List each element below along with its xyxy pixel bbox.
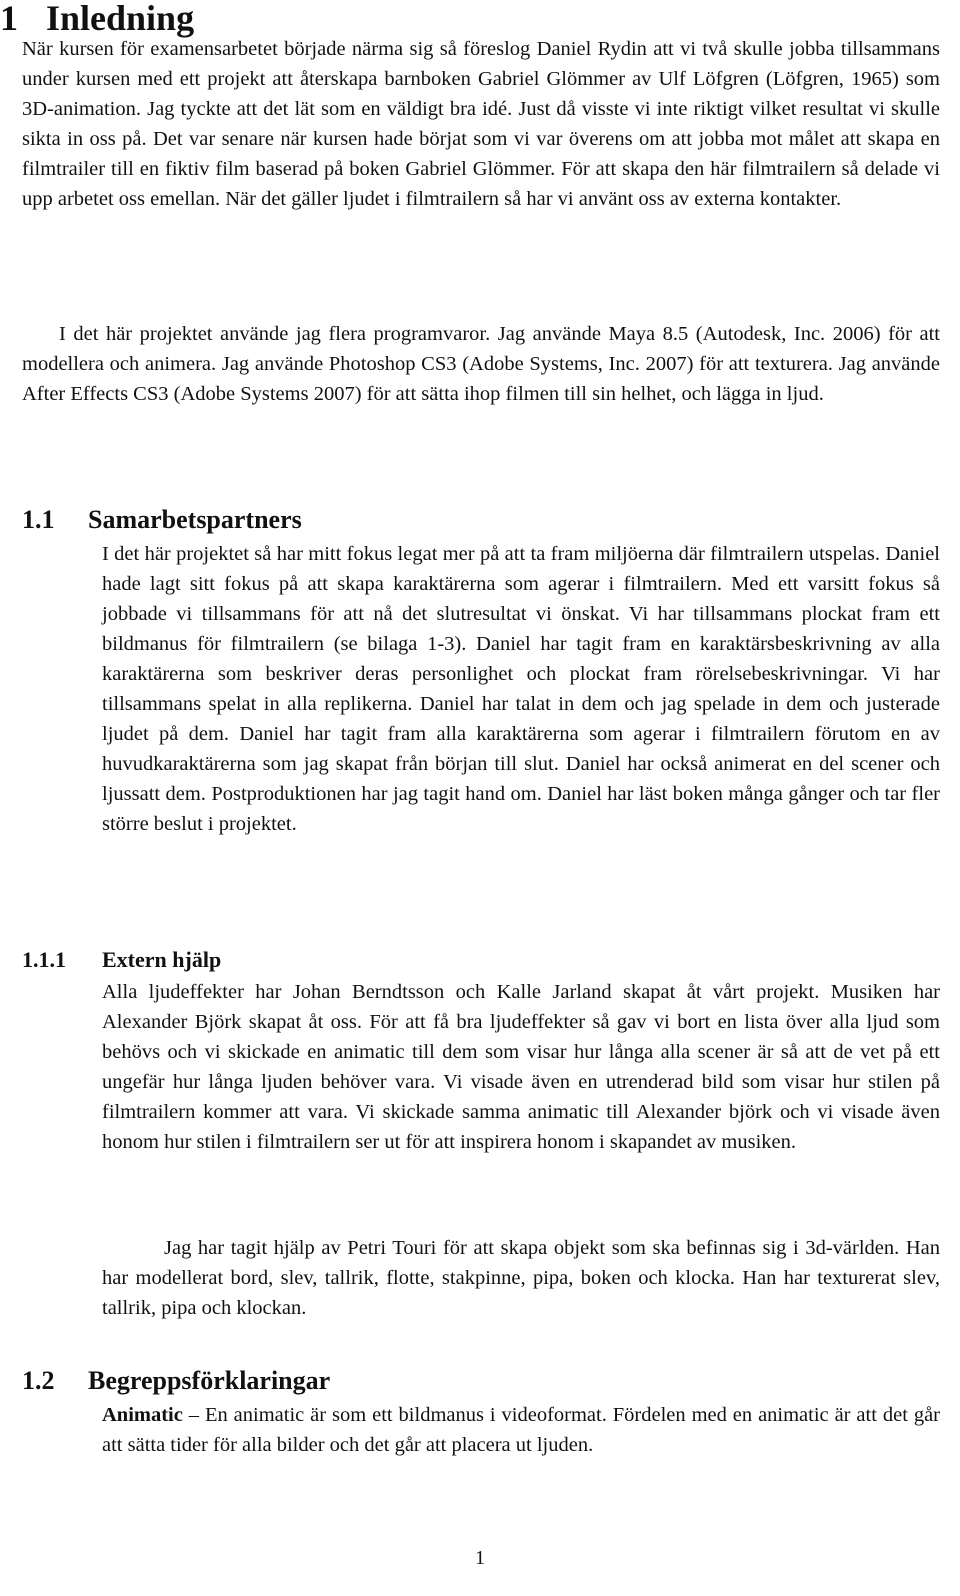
definition-text: – En animatic är som ett bildmanus i videoformat. Fördelen med en animatic är att det går att sätta tider för alla bilder och det går att placera ut ljuden. xyxy=(102,1404,940,1456)
page-number: 1 xyxy=(475,1547,485,1569)
extern-hjalp-paragraph-1: Alla ljudeffekter har Johan Berndtsson och Kalle Jarland skapat åt vårt projekt. Musiken har Alexander Björk skapat åt oss. För att få bra ljudeffekter så gav vi bort en lista över alla ljud som behövs och vi skickade en animatic till dem som visar hur långa alla scener är så att de vet på ett ungefär hur långa ljuden behöver vara. Vi visade även en utrenderad bild som visar hur stilen på filmtrailern kommer att vara. Vi skickade samma animatic till Alexander björk och vi visade även honom hur stilen i filmtrailern ser ut för att inspirera honom i skapandet av musiken. xyxy=(102,981,940,1153)
animatic-definition xyxy=(102,1400,940,1460)
subsection-heading-samarbetspartners xyxy=(22,505,302,535)
subsection-title: Begreppsförklaringar xyxy=(88,1366,331,1395)
subsubsection-title: Extern hjälp xyxy=(102,947,222,972)
section-number: 1 xyxy=(0,0,18,38)
subsubsection-number: 1.1.1 xyxy=(22,947,66,972)
section-title: Inledning xyxy=(46,0,195,38)
subsection-number: 1.1 xyxy=(22,505,55,534)
samarbetspartners-paragraph: I det här projektet så har mitt fokus legat mer på att ta fram miljöerna där filmtrailern utspelas. Daniel hade lagt sitt fokus på att skapa karaktärerna som agerar i filmtrailern. Med ett varsitt fokus så jobbade vi tillsammans för att nå det slutresultat vi önskat. Vi har tillsammans plockat fram ett bildmanus för filmtrailern (se bilaga 1-3). Daniel har tagit fram en karaktärsbeskrivning av alla karaktärerna som beskriver deras personlighet och plockat fram rörelsebeskrivningar. Vi har tillsammans spelat in alla replikerna. Daniel har talat in dem och jag spelade in dem och justerade ljudet på dem. Daniel har tagit fram alla karaktärerna som agerar i filmtrailern förutom en av huvudkaraktärerna som jag skapat från början till slut. Daniel har också animerat en del scener och ljussatt dem. Postproduktionen har jag tagit hand om. Daniel har läst boken många gånger och tar fler större beslut i projektet. xyxy=(102,543,940,835)
definition-term: Animatic xyxy=(102,1404,183,1426)
subsection-number: 1.2 xyxy=(22,1366,55,1395)
extern-hjalp-paragraph-2: Jag har tagit hjälp av Petri Touri för att skapa objekt som ska befinnas sig i 3d-världen. Han har modellerat bord, slev, tallrik, flotte, stakpinne, pipa, boken och klocka. Han har texturerat slev, tallrik, pipa och klockan. xyxy=(102,1237,940,1319)
section-heading-inledning xyxy=(0,0,194,36)
intro-paragraph-2: I det här projektet använde jag flera programvaror. Jag använde Maya 8.5 (Autodesk, Inc. 2006) för att modellera och animera. Jag använde Photoshop CS3 (Adobe Systems, Inc. 2007) för att texturera. Jag använde After Effects CS3 (Adobe Systems 2007) för att sätta ihop filmen till sin helhet, och lägga in ljud. xyxy=(22,323,940,405)
intro-paragraph-1: När kursen för examensarbetet började närma sig så föreslog Daniel Rydin att vi två skulle jobba tillsammans under kursen med ett projekt att återskapa barnboken Gabriel Glömmer av Ulf Löfgren (Löfgren, 1965) som 3D-animation. Jag tyckte att det lät som en väldigt bra idé. Just då visste vi inte riktigt vilket resultat vi skulle sikta in oss på. Det var senare när kursen hade börjat som vi var överens om att jobba mot målet att skapa en filmtrailer till en fiktiv film baserad på boken Gabriel Glömmer. För att skapa den här filmtrailern så delade vi upp arbetet oss emellan. När det gäller ljudet i filmtrailern så har vi använt oss av externa kontakter. xyxy=(22,38,940,210)
subsection-heading-begreppsforklaringar xyxy=(22,1366,330,1396)
subsection-title: Samarbetspartners xyxy=(88,505,302,534)
subsubsection-heading-extern-hjalp xyxy=(22,945,221,975)
